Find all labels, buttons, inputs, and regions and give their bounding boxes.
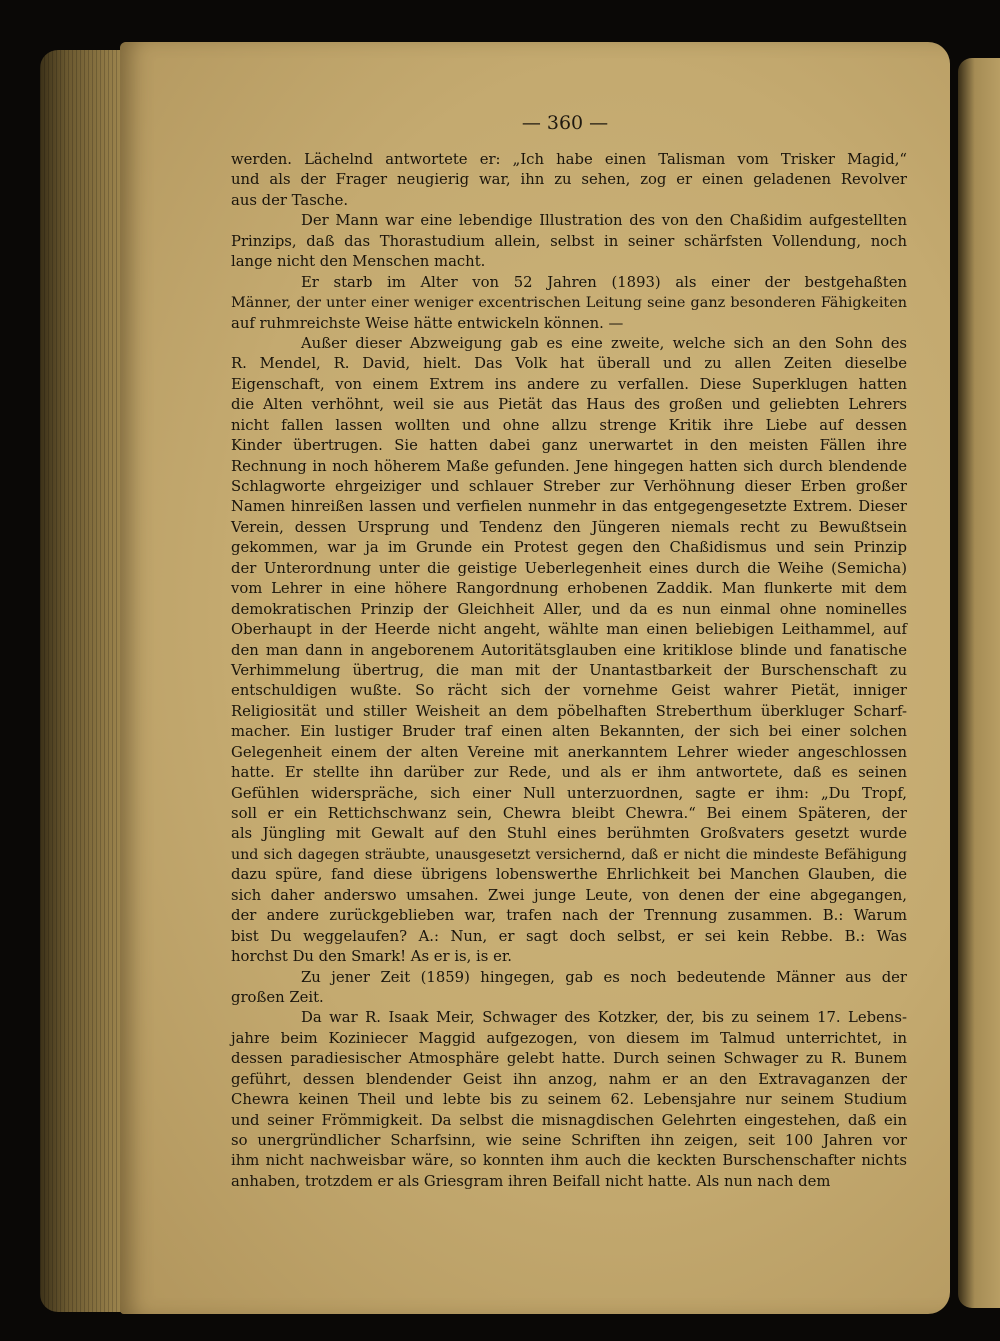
text-line: als Jüngling mit Gewalt auf den Stuhl eines berühmten Großvaters gesetzt wurde [231,825,907,843]
text-line: Gefühlen widerspräche, sich einer Null unterzuordnen, sagte er ihm: „Du Tropf, [231,784,907,802]
text-line: nicht fallen lassen wollten und ohne allzu strenge Kritik ihre Liebe auf dessen [231,416,907,434]
text-line: werden. Lächelnd antwortete er: „Ich habe einen Talisman vom Trisker Magid,“ [231,151,907,168]
page-number: — 360 — [521,112,609,134]
text-line: vom Lehrer in eine höhere Rangordnung erhobenen Zaddik. Man flunkerte mit dem [231,580,907,598]
paragraph [231,968,907,1009]
paragraph [231,273,907,334]
paragraph [231,1008,907,1192]
text-line: Kinder übertrugen. Sie hatten dabei ganz unerwartet in den meisten Fällen ihre [231,437,907,455]
text-line: jahre beim Koziniecer Maggid aufgezogen, von diesem im Talmud unterrichtet, in [231,1029,907,1047]
text-line: Prinzips, daß das Thorastudium allein, selbst in seiner schärfsten Vollendung, noch [231,232,907,250]
text-line: und seiner Frömmigkeit. Da selbst die misnagdischen Gelehrten eingestehen, daß ein [231,1111,907,1129]
text-line: Verein, dessen Ursprung und Tendenz den Jüngeren niemals recht zu Bewußtsein [231,518,907,536]
text-line: Der Mann war eine lebendige Illustration des von den Chaßidim aufgestellten [301,212,907,230]
text-line: entschuldigen wußte. So rächt sich der vornehme Geist wahrer Pietät, inniger [231,682,907,700]
text-line: aus der Tasche. [231,191,349,209]
text-line: Außer dieser Abzweigung gab es eine zweite, welche sich an den Sohn des [301,334,907,352]
paragraph [231,150,907,211]
text-line: dessen paradiesischer Atmosphäre gelebt hatte. Durch seinen Schwager zu R. Bunem [231,1050,907,1068]
text-line: Er starb im Alter von 52 Jahren (1893) als einer der bestgehaßten [301,273,907,291]
text-line: großen Zeit. [231,988,324,1006]
text-line: Eigenschaft, von einem Extrem ins andere zu verfallen. Diese Superklugen hatten [231,375,907,393]
text-line: horchst Du den Smark! As er is, is er. [231,948,512,966]
text-line: geführt, dessen blendender Geist ihn anzog, nahm er an den Extravaganzen der [231,1070,907,1088]
text-line: den man dann in angeborenem Autoritätsglauben eine kritiklose blinde und fanatische [231,641,907,659]
text-line: gekommen, war ja im Grunde ein Protest gegen den Chaßidismus und sein Prinzip [231,539,907,557]
text-line: der Unterordnung unter die geistige Ueberlegenheit eines durch die Weihe (Semicha) [231,559,907,577]
text-line: Rechnung in noch höherem Maße gefunden. Jene hingegen hatten sich durch blendende [231,457,907,475]
text-line: Schlagworte ehrgeiziger und schlauer Streber zur Verhöhnung dieser Erben großer [231,478,907,495]
text-line: soll er ein Rettichschwanz sein, Chewra bleibt Chewra.“ Bei einem Späteren, der [231,805,907,822]
text-line: die Alten verhöhnt, weil sie aus Pietät das Haus des großen und geliebten Lehrers [231,396,907,414]
body-text [231,150,907,1192]
text-line: Zu jener Zeit (1859) hingegen, gab es noch bedeutende Männer aus der [301,968,907,986]
text-line: Chewra keinen Theil und lebte bis zu seinem 62. Lebensjahre nur seinem Studium [231,1091,907,1109]
text-line: bist Du weggelaufen? A.: Nun, er sagt doch selbst, er sei kein Rebbe. B.: Was [231,927,907,945]
paragraph [231,334,907,968]
text-line: macher. Ein lustiger Bruder traf einen alten Bekannten, der sich bei einer solchen [231,723,907,741]
text-line: Religiosität und stiller Weisheit an dem pöbelhaften Streberthum überkluger Scharf- [231,702,907,720]
text-line: auf ruhmreichste Weise hätte entwickeln können. — [231,314,624,332]
text-line: lange nicht den Menschen macht. [231,253,486,271]
text-line: Namen hinreißen lassen und verfielen nunmehr in das entgegengesetzte Extrem. Dieser [231,498,907,516]
text-line: hatte. Er stellte ihn darüber zur Rede, und als er ihm antwortete, daß es seinen [231,764,907,782]
text-line: Gelegenheit einem der alten Vereine mit anerkanntem Lehrer wieder angeschlossen [231,743,907,761]
text-line: sich daher anderswo umsahen. Zwei junge Leute, von denen der eine abgegangen, [231,886,907,904]
facing-page-edge [958,58,1000,1308]
text-line: Oberhaupt in der Heerde nicht angeht, wählte man einen beliebigen Leithammel, auf [231,621,907,639]
text-line: dazu spüre, fand diese übrigens lobenswerthe Ehrlichkeit bei Manchen Glauben, die [231,866,907,884]
text-line: demokratischen Prinzip der Gleichheit Aller, und da es nun einmal ohne nominelles [231,600,907,618]
text-line: Verhimmelung übertrug, die man mit der Unantastbarkeit der Burschenschaft zu [231,661,907,679]
text-line: R. Mendel, R. David, hielt. Das Volk hat überall und zu allen Zeiten dieselbe [231,355,907,373]
text-line: ihm nicht nachweisbar wäre, so konnten ihm auch die keckten Burschenschafter nichts [231,1152,907,1170]
text-line: und sich dagegen sträubte, unausgesetzt versichernd, daß er nicht die mindeste Befähigung [231,846,907,863]
text-line: anhaben, trotzdem er als Griesgram ihren Beifall nicht hatte. Als nun nach dem [231,1172,831,1190]
text-line: und als der Frager neugierig war, ihn zu sehen, zog er einen geladenen Revolver [231,171,907,189]
text-line: der andere zurückgeblieben war, trafen nach der Trennung zusammen. B.: Warum [231,907,907,925]
text-line: so unergründlicher Scharfsinn, wie seine Schriften ihn zeigen, seit 100 Jahren vor [231,1132,907,1149]
text-line: Männer, der unter einer weniger excentrischen Leitung seine ganz besonderen Fähigkeiten [231,295,907,312]
text-line: Da war R. Isaak Meir, Schwager des Kotzker, der, bis zu seinem 17. Lebens- [301,1009,907,1027]
paragraph [231,211,907,272]
